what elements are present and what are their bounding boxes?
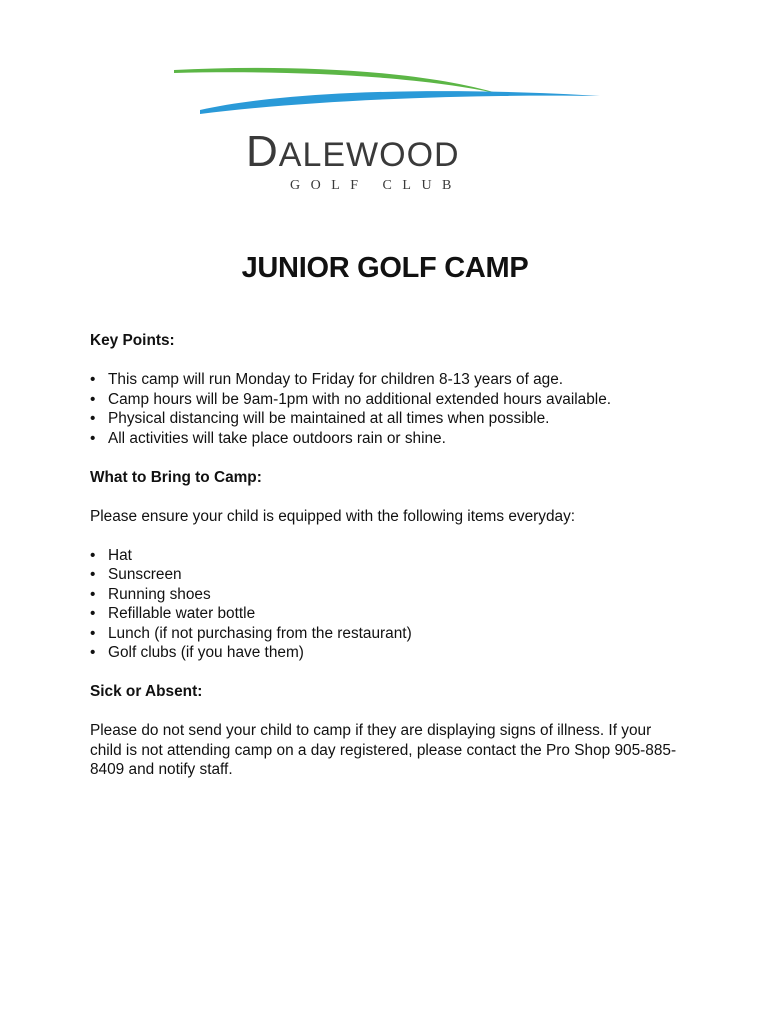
document-body: [90, 331, 680, 780]
brand-subtitle: GOLF CLUB: [290, 178, 462, 193]
blue-swoosh: [200, 91, 600, 114]
key-points-list: [90, 370, 680, 448]
list-item: • Hat: [90, 546, 680, 566]
list-item: • Sunscreen: [90, 565, 680, 585]
brand-name: [246, 127, 460, 176]
bring-list: [90, 546, 680, 663]
list-item: • This camp will run Monday to Friday for children 8-13 years of age.: [90, 370, 680, 390]
list-item: • Refillable water bottle: [90, 604, 680, 624]
list-item: • Physical distancing will be maintained at all times when possible.: [90, 409, 680, 429]
brand-rest: ALEWOOD: [278, 136, 460, 174]
sick-heading: Sick or Absent:: [90, 683, 203, 700]
list-item: • Lunch (if not purchasing from the restaurant): [90, 624, 680, 644]
swoosh-logo-icon: [170, 62, 600, 122]
brand-initial: D: [246, 127, 279, 176]
green-swoosh: [174, 68, 500, 94]
list-item: • Camp hours will be 9am-1pm with no additional extended hours available.: [90, 390, 680, 410]
bring-intro: Please ensure your child is equipped with the following items everyday:: [90, 507, 576, 525]
list-item: • Golf clubs (if you have them): [90, 643, 680, 663]
sick-body: Please do not send your child to camp if they are displaying signs of illness. If your child is not attending camp on a day registered, please contact the Pro Shop 905-885-8409 and notify staff.: [90, 722, 677, 778]
list-item: • Running shoes: [90, 585, 680, 605]
bring-heading: What to Bring to Camp:: [90, 468, 262, 486]
key-points-heading: Key Points:: [90, 332, 175, 349]
list-item: • All activities will take place outdoors rain or shine.: [90, 429, 680, 449]
dalewood-logo: [170, 62, 600, 202]
page-title: JUNIOR GOLF CAMP: [241, 252, 529, 284]
